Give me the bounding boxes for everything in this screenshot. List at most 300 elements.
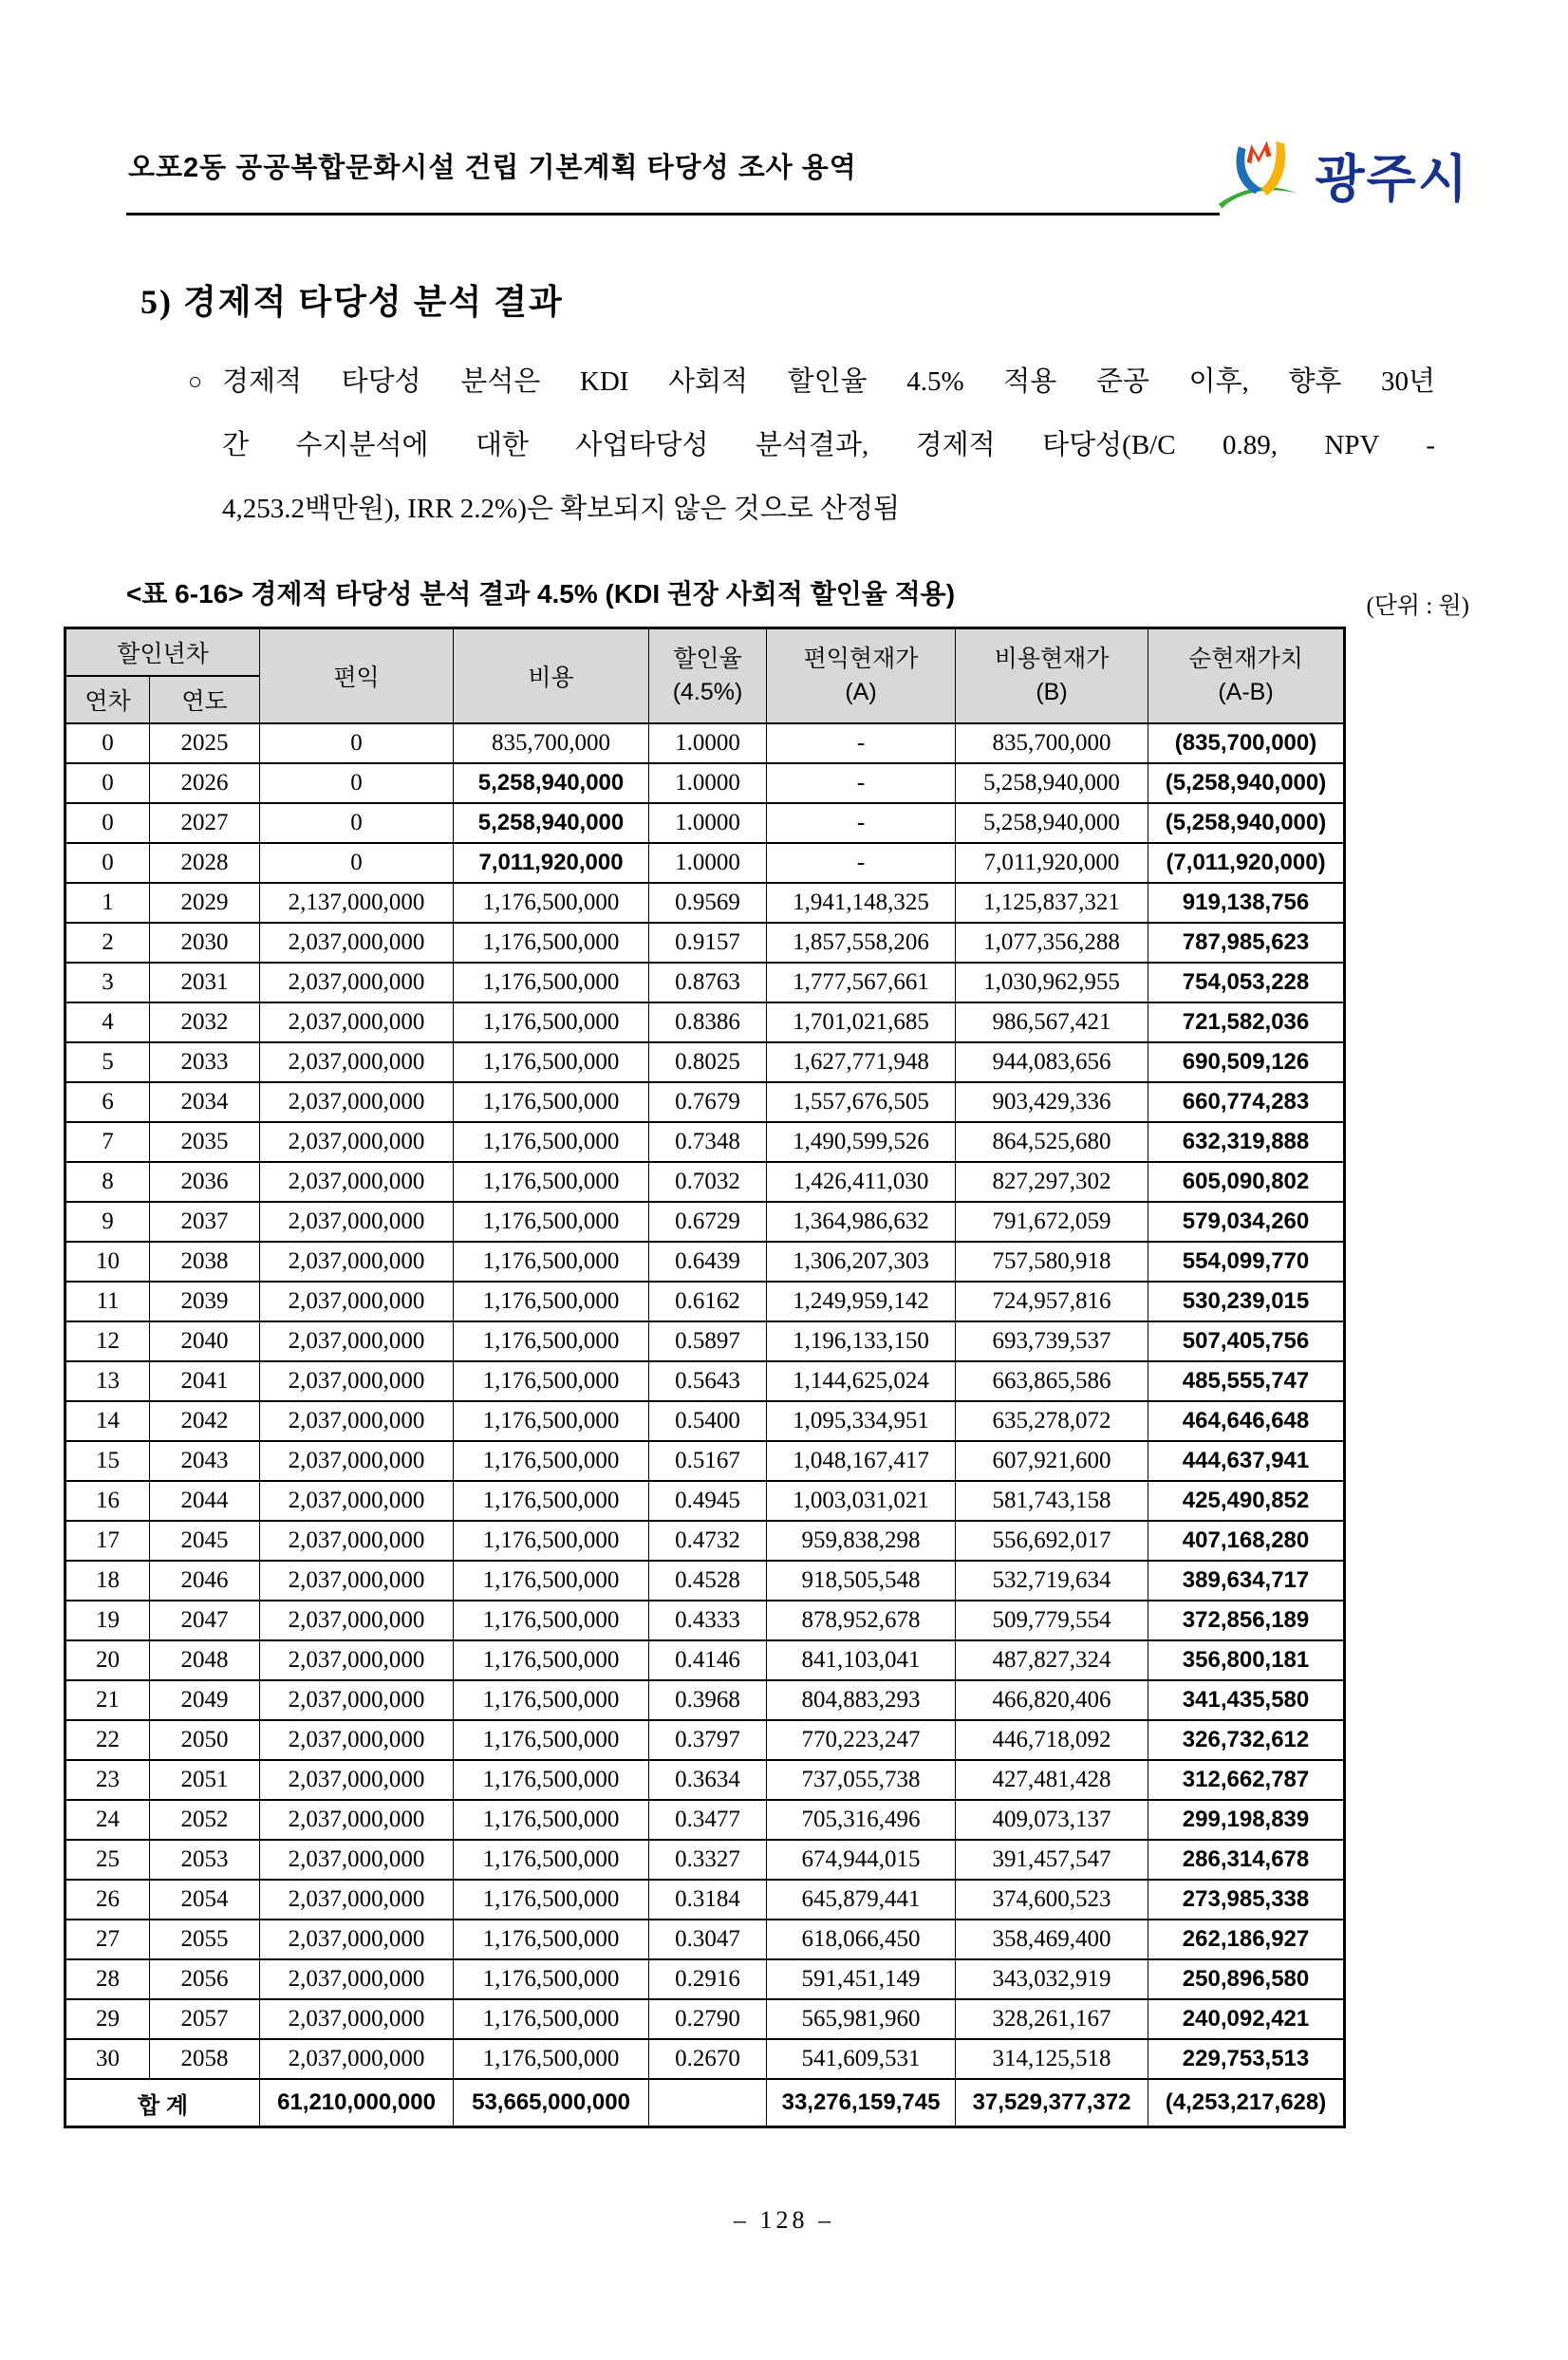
feasibility-table <box>64 627 1346 2128</box>
col-header-cost: 비용 <box>454 628 649 724</box>
table-cell: 2,037,000,000 <box>260 1959 454 1999</box>
table-cell: 0.5897 <box>649 1321 767 1361</box>
table-cell: 2042 <box>150 1401 260 1441</box>
table-cell: 1,306,207,303 <box>767 1242 956 1282</box>
table-cell: 2043 <box>150 1441 260 1481</box>
col-header-discount-rate <box>649 628 767 724</box>
table-cell: 1,176,500,000 <box>454 1202 649 1242</box>
table-cell: 2057 <box>150 1999 260 2039</box>
table-cell: 28 <box>65 1959 150 1999</box>
table-cell: 0 <box>260 763 454 803</box>
table-cell: 314,125,518 <box>956 2039 1148 2079</box>
table-cell: 1,176,500,000 <box>454 1361 649 1401</box>
table-cell: 2,037,000,000 <box>260 1640 454 1680</box>
col-header-line: 편익현재가 <box>803 646 919 672</box>
table-cell: 1 <box>65 883 150 923</box>
table-cell: 2047 <box>150 1601 260 1640</box>
table-cell: 0.4333 <box>649 1601 767 1640</box>
table-cell: 0.5400 <box>649 1401 767 1441</box>
table-cell: 1,144,625,024 <box>767 1361 956 1401</box>
table-cell: 343,032,919 <box>956 1959 1148 1999</box>
table-row <box>65 1202 1345 1242</box>
table-cell: 0.6729 <box>649 1202 767 1242</box>
table-row <box>65 1920 1345 1959</box>
table-cell: 0.8386 <box>649 1002 767 1042</box>
unit-label: (단위 : 원) <box>1366 593 1469 619</box>
table-cell: 986,567,421 <box>956 1002 1148 1042</box>
table-cell: 6 <box>65 1082 150 1122</box>
table-cell: 674,944,015 <box>767 1840 956 1880</box>
table-cell: 391,457,547 <box>956 1840 1148 1880</box>
table-cell: 240,092,421 <box>1148 1999 1345 2039</box>
table-cell: 1,176,500,000 <box>454 1122 649 1162</box>
table-cell: 2034 <box>150 1082 260 1122</box>
table-cell: 2,137,000,000 <box>260 883 454 923</box>
table-cell: 804,883,293 <box>767 1680 956 1720</box>
table-cell: 2030 <box>150 923 260 963</box>
table-cell: 1.0000 <box>649 843 767 883</box>
table-cell: 1,176,500,000 <box>454 1401 649 1441</box>
table-cell: 2026 <box>150 763 260 803</box>
table-cell: 2056 <box>150 1959 260 1999</box>
total-cost: 53,665,000,000 <box>454 2079 649 2127</box>
table-row <box>65 1561 1345 1601</box>
col-header-discount-year: 할인년차 <box>65 628 260 677</box>
table-row <box>65 1720 1345 1760</box>
table-cell: 0.3968 <box>649 1680 767 1720</box>
table-cell: 2033 <box>150 1042 260 1082</box>
table-cell: 0.7348 <box>649 1122 767 1162</box>
table-row <box>65 763 1345 803</box>
col-header-year-index: 연차 <box>65 676 150 723</box>
table-cell: 660,774,283 <box>1148 1082 1345 1122</box>
table-cell: 1,176,500,000 <box>454 1680 649 1720</box>
table-row <box>65 963 1345 1002</box>
table-row <box>65 1401 1345 1441</box>
table-cell: 0.8025 <box>649 1042 767 1082</box>
table-row <box>65 723 1345 763</box>
table-cell: 2039 <box>150 1282 260 1321</box>
table-cell: 5,258,940,000 <box>454 803 649 843</box>
table-cell: 2035 <box>150 1122 260 1162</box>
table-cell: 0.7679 <box>649 1082 767 1122</box>
table-row <box>65 1082 1345 1122</box>
table-cell: 787,985,623 <box>1148 923 1345 963</box>
table-cell: 444,637,941 <box>1148 1441 1345 1481</box>
table-cell: 466,820,406 <box>956 1680 1148 1720</box>
table-cell: - <box>767 843 956 883</box>
table-cell: 835,700,000 <box>956 723 1148 763</box>
table-cell: 0 <box>65 763 150 803</box>
col-header-line: (4.5%) <box>672 679 743 705</box>
table-cell: 2,037,000,000 <box>260 1321 454 1361</box>
table-cell: 409,073,137 <box>956 1800 1148 1840</box>
table-cell: 2,037,000,000 <box>260 1561 454 1601</box>
table-cell: 1,030,962,955 <box>956 963 1148 1002</box>
table-cell: 427,481,428 <box>956 1760 1148 1800</box>
col-header-npv <box>1148 628 1345 724</box>
col-header-benefit-pv <box>767 628 956 724</box>
table-cell: 878,952,678 <box>767 1601 956 1640</box>
table-row <box>65 1162 1345 1202</box>
table-cell: 2025 <box>150 723 260 763</box>
table-cell: (5,258,940,000) <box>1148 803 1345 843</box>
table-cell: 312,662,787 <box>1148 1760 1345 1800</box>
table-cell: 1,125,837,321 <box>956 883 1148 923</box>
table-cell: 959,838,298 <box>767 1521 956 1561</box>
table-cell: 2,037,000,000 <box>260 1680 454 1720</box>
table-cell: 229,753,513 <box>1148 2039 1345 2079</box>
table-cell: 2041 <box>150 1361 260 1401</box>
table-cell: 0.2670 <box>649 2039 767 2079</box>
table-cell: 2,037,000,000 <box>260 1999 454 2039</box>
table-cell: 2,037,000,000 <box>260 1481 454 1521</box>
table-row <box>65 1042 1345 1082</box>
table-row <box>65 1680 1345 1720</box>
table-cell: 541,609,531 <box>767 2039 956 2079</box>
table-row <box>65 1521 1345 1561</box>
col-header-year: 연도 <box>150 676 260 723</box>
table-cell: 7,011,920,000 <box>956 843 1148 883</box>
table-cell: 2,037,000,000 <box>260 1042 454 1082</box>
table-cell: 1,176,500,000 <box>454 1720 649 1760</box>
table-cell: 2029 <box>150 883 260 923</box>
table-cell: 605,090,802 <box>1148 1162 1345 1202</box>
table-cell: 5,258,940,000 <box>454 763 649 803</box>
table-cell: 2,037,000,000 <box>260 1760 454 1800</box>
table-cell: 2 <box>65 923 150 963</box>
table-cell: - <box>767 723 956 763</box>
table-cell: 1,777,567,661 <box>767 963 956 1002</box>
table-cell: 14 <box>65 1401 150 1441</box>
table-row <box>65 1361 1345 1401</box>
table-cell: 919,138,756 <box>1148 883 1345 923</box>
total-npv: (4,253,217,628) <box>1148 2079 1345 2127</box>
table-cell: 1,176,500,000 <box>454 1282 649 1321</box>
table-cell: 0 <box>260 843 454 883</box>
table-cell: 328,261,167 <box>956 1999 1148 2039</box>
table-cell: 705,316,496 <box>767 1800 956 1840</box>
total-label: 합 계 <box>65 2079 260 2127</box>
table-cell: 487,827,324 <box>956 1640 1148 1680</box>
table-cell: 485,555,747 <box>1148 1361 1345 1401</box>
table-row <box>65 923 1345 963</box>
table-row <box>65 1282 1345 1321</box>
table-cell: 1,176,500,000 <box>454 1002 649 1042</box>
table-cell: 0 <box>65 843 150 883</box>
table-cell: 0.7032 <box>649 1162 767 1202</box>
table-cell: 645,879,441 <box>767 1880 956 1920</box>
table-cell: 841,103,041 <box>767 1640 956 1680</box>
table-cell: 1.0000 <box>649 723 767 763</box>
table-cell: (835,700,000) <box>1148 723 1345 763</box>
table-cell: 2,037,000,000 <box>260 1361 454 1401</box>
table-cell: 2044 <box>150 1481 260 1521</box>
table-cell: 2,037,000,000 <box>260 1601 454 1640</box>
table-cell: 29 <box>65 1999 150 2039</box>
table-cell: 2,037,000,000 <box>260 1202 454 1242</box>
table-cell: 1,426,411,030 <box>767 1162 956 1202</box>
table-cell: - <box>767 763 956 803</box>
table-row <box>65 1481 1345 1521</box>
logo-text: 광주시 <box>1315 150 1469 208</box>
document-page <box>0 142 1568 2360</box>
table-cell: 5,258,940,000 <box>956 803 1148 843</box>
table-cell: 581,743,158 <box>956 1481 1148 1521</box>
table-cell: 565,981,960 <box>767 1999 956 2039</box>
table-cell: 2037 <box>150 1202 260 1242</box>
table-row <box>65 1122 1345 1162</box>
table-cell: 1,176,500,000 <box>454 1162 649 1202</box>
table-cell: 262,186,927 <box>1148 1920 1345 1959</box>
table-cell: 25 <box>65 1840 150 1880</box>
table-cell: 374,600,523 <box>956 1880 1148 1920</box>
table-cell: 1,176,500,000 <box>454 1042 649 1082</box>
total-benefit: 61,210,000,000 <box>260 2079 454 2127</box>
table-cell: 724,957,816 <box>956 1282 1148 1321</box>
table-row <box>65 1321 1345 1361</box>
table-cell: 23 <box>65 1760 150 1800</box>
table-cell: 0.2790 <box>649 1999 767 2039</box>
table-row <box>65 1999 1345 2039</box>
table-cell: 1,176,500,000 <box>454 1999 649 2039</box>
table-cell: 1,176,500,000 <box>454 1481 649 1521</box>
table-cell: 407,168,280 <box>1148 1521 1345 1561</box>
table-cell: 1,176,500,000 <box>454 1880 649 1920</box>
table-row <box>65 1002 1345 1042</box>
table-cell: 0.9157 <box>649 923 767 963</box>
table-cell: 693,739,537 <box>956 1321 1148 1361</box>
total-cost-pv: 37,529,377,372 <box>956 2079 1148 2127</box>
table-cell: 1,176,500,000 <box>454 1521 649 1561</box>
table-cell: 0.4528 <box>649 1561 767 1601</box>
table-cell: 2046 <box>150 1561 260 1601</box>
table-cell: 0 <box>260 803 454 843</box>
table-cell: 2036 <box>150 1162 260 1202</box>
table-cell: 372,856,189 <box>1148 1601 1345 1640</box>
table-cell: 30 <box>65 2039 150 2079</box>
table-cell: 1,627,771,948 <box>767 1042 956 1082</box>
table-cell: 1,176,500,000 <box>454 963 649 1002</box>
table-cell: 2,037,000,000 <box>260 1002 454 1042</box>
table-row <box>65 2039 1345 2079</box>
table-cell: 5 <box>65 1042 150 1082</box>
table-cell: 757,580,918 <box>956 1242 1148 1282</box>
table-cell: 2,037,000,000 <box>260 1521 454 1561</box>
table-cell: 1,176,500,000 <box>454 1561 649 1601</box>
header-divider <box>126 213 1220 215</box>
table-cell: 18 <box>65 1561 150 1601</box>
table-cell: 2040 <box>150 1321 260 1361</box>
table-cell: 1,941,148,325 <box>767 883 956 923</box>
table-cell: 2,037,000,000 <box>260 963 454 1002</box>
table-cell: 530,239,015 <box>1148 1282 1345 1321</box>
table-row <box>65 1800 1345 1840</box>
gwangju-city-logo <box>1213 129 1470 220</box>
table-row <box>65 1760 1345 1800</box>
table-cell: 1,176,500,000 <box>454 1920 649 1959</box>
table-cell: 864,525,680 <box>956 1122 1148 1162</box>
table-cell: 0.6162 <box>649 1282 767 1321</box>
col-header-cost-pv <box>956 628 1148 724</box>
table-cell: 2058 <box>150 2039 260 2079</box>
col-header-line: (A) <box>845 679 877 705</box>
table-row <box>65 1840 1345 1880</box>
table-cell: 446,718,092 <box>956 1720 1148 1760</box>
table-cell: 2055 <box>150 1920 260 1959</box>
table-caption-row <box>126 573 1469 619</box>
table-cell: 2,037,000,000 <box>260 1401 454 1441</box>
table-cell: 2,037,000,000 <box>260 1282 454 1321</box>
table-cell: 0.6439 <box>649 1242 767 1282</box>
table-cell: 17 <box>65 1521 150 1561</box>
table-cell: 2,037,000,000 <box>260 1441 454 1481</box>
table-cell: 15 <box>65 1441 150 1481</box>
table-row <box>65 803 1345 843</box>
table-footer <box>65 2079 1345 2127</box>
table-cell: 1,364,986,632 <box>767 1202 956 1242</box>
bullet-line: 간 수지분석에 대한 사업타당성 분석결과, 경제적 타당성(B/C 0.89, NPV - <box>222 430 1435 460</box>
table-cell: 2,037,000,000 <box>260 2039 454 2079</box>
table-cell: 1,077,356,288 <box>956 923 1148 963</box>
table-cell: 10 <box>65 1242 150 1282</box>
table-cell: 0.3184 <box>649 1880 767 1920</box>
table-cell: 1,176,500,000 <box>454 1441 649 1481</box>
table-cell: 2,037,000,000 <box>260 923 454 963</box>
table-cell: (5,258,940,000) <box>1148 763 1345 803</box>
table-cell: 663,865,586 <box>956 1361 1148 1401</box>
table-cell: 5,258,940,000 <box>956 763 1148 803</box>
table-cell: 2,037,000,000 <box>260 1880 454 1920</box>
table-cell: 1,857,558,206 <box>767 923 956 963</box>
table-cell: 7 <box>65 1122 150 1162</box>
table-cell: 273,985,338 <box>1148 1880 1345 1920</box>
table-cell: 464,646,648 <box>1148 1401 1345 1441</box>
table-cell: 0.3047 <box>649 1920 767 1959</box>
bullet-line: 4,253.2백만원), IRR 2.2%)은 확보되지 않은 것으로 산정됨 <box>222 494 901 524</box>
table-cell: 0.3797 <box>649 1720 767 1760</box>
bullet-lines <box>222 350 1435 541</box>
table-cell: 2045 <box>150 1521 260 1561</box>
table-row <box>65 1959 1345 1999</box>
table-cell: 358,469,400 <box>956 1920 1148 1959</box>
table-cell: 13 <box>65 1361 150 1401</box>
table-cell: 791,672,059 <box>956 1202 1148 1242</box>
table-header <box>65 628 1345 724</box>
table-cell: 0.3327 <box>649 1840 767 1880</box>
table-cell: 425,490,852 <box>1148 1481 1345 1521</box>
table-cell: 0.9569 <box>649 883 767 923</box>
city-emblem-icon <box>1213 129 1304 220</box>
table-cell: 2,037,000,000 <box>260 1720 454 1760</box>
table-cell: 0 <box>65 723 150 763</box>
table-cell: 2,037,000,000 <box>260 1920 454 1959</box>
col-header-line: (A-B) <box>1218 679 1274 705</box>
table-cell: 2,037,000,000 <box>260 1840 454 1880</box>
table-cell: 2049 <box>150 1680 260 1720</box>
table-cell: 632,319,888 <box>1148 1122 1345 1162</box>
table-cell: 591,451,149 <box>767 1959 956 1999</box>
table-cell: 12 <box>65 1321 150 1361</box>
table-cell: 607,921,600 <box>956 1441 1148 1481</box>
table-cell: 827,297,302 <box>956 1162 1148 1202</box>
table-cell: 389,634,717 <box>1148 1561 1345 1601</box>
table-cell: 2051 <box>150 1760 260 1800</box>
table-cell: 1,176,500,000 <box>454 1760 649 1800</box>
table-cell: 26 <box>65 1880 150 1920</box>
table-cell: 27 <box>65 1920 150 1959</box>
table-cell: 2053 <box>150 1840 260 1880</box>
table-cell: 7,011,920,000 <box>454 843 649 883</box>
table-cell: 554,099,770 <box>1148 1242 1345 1282</box>
total-benefit-pv: 33,276,159,745 <box>767 2079 956 2127</box>
table-cell: 2031 <box>150 963 260 1002</box>
table-cell: 0.5643 <box>649 1361 767 1401</box>
table-cell: 19 <box>65 1601 150 1640</box>
table-cell: 299,198,839 <box>1148 1800 1345 1840</box>
table-cell: 1,196,133,150 <box>767 1321 956 1361</box>
table-cell: 0.2916 <box>649 1959 767 1999</box>
table-cell: 1,176,500,000 <box>454 923 649 963</box>
table-cell: 1,048,167,417 <box>767 1441 956 1481</box>
table-cell: 1,176,500,000 <box>454 1601 649 1640</box>
col-header-line: 순현재가치 <box>1188 646 1303 672</box>
table-cell: 1,176,500,000 <box>454 1959 649 1999</box>
table-cell: 1.0000 <box>649 763 767 803</box>
table-cell: 0.4945 <box>649 1481 767 1521</box>
table-cell: 532,719,634 <box>956 1561 1148 1601</box>
table-cell: 1,176,500,000 <box>454 1800 649 1840</box>
table-row <box>65 1601 1345 1640</box>
col-header-line: (B) <box>1036 679 1068 705</box>
col-header-line: 비용현재가 <box>994 646 1110 672</box>
table-cell: 16 <box>65 1481 150 1521</box>
table-cell: 2,037,000,000 <box>260 1800 454 1840</box>
table-body <box>65 723 1345 2079</box>
table-cell: 20 <box>65 1640 150 1680</box>
table-cell: 618,066,450 <box>767 1920 956 1959</box>
section-heading: 5) 경제적 타당성 분석 결과 <box>140 283 564 321</box>
table-cell: 1,176,500,000 <box>454 2039 649 2079</box>
table-cell: 250,896,580 <box>1148 1959 1345 1999</box>
table-cell: 690,509,126 <box>1148 1042 1345 1082</box>
table-cell: 635,278,072 <box>956 1401 1148 1441</box>
table-cell: 0.4732 <box>649 1521 767 1561</box>
table-cell: 0.5167 <box>649 1441 767 1481</box>
table-cell: 721,582,036 <box>1148 1002 1345 1042</box>
table-cell: 1,176,500,000 <box>454 1082 649 1122</box>
table-cell: 0.8763 <box>649 963 767 1002</box>
table-cell: 1,249,959,142 <box>767 1282 956 1321</box>
table-cell: 24 <box>65 1800 150 1840</box>
table-cell: 2032 <box>150 1002 260 1042</box>
table-row <box>65 1242 1345 1282</box>
table-row <box>65 843 1345 883</box>
table-cell: - <box>767 803 956 843</box>
table-cell: 22 <box>65 1720 150 1760</box>
table-cell: 21 <box>65 1680 150 1720</box>
table-cell: 0 <box>260 723 454 763</box>
table-cell: 507,405,756 <box>1148 1321 1345 1361</box>
table-cell: 1,490,599,526 <box>767 1122 956 1162</box>
table-row <box>65 883 1345 923</box>
table-cell: 918,505,548 <box>767 1561 956 1601</box>
table-cell: 3 <box>65 963 150 1002</box>
table-cell: 4 <box>65 1002 150 1042</box>
table-cell: 1,095,334,951 <box>767 1401 956 1441</box>
table-caption: <표 6-16> 경제적 타당성 분석 결과 4.5% (KDI 권장 사회적 할인율 적용) <box>126 579 956 609</box>
table-cell: 2028 <box>150 843 260 883</box>
